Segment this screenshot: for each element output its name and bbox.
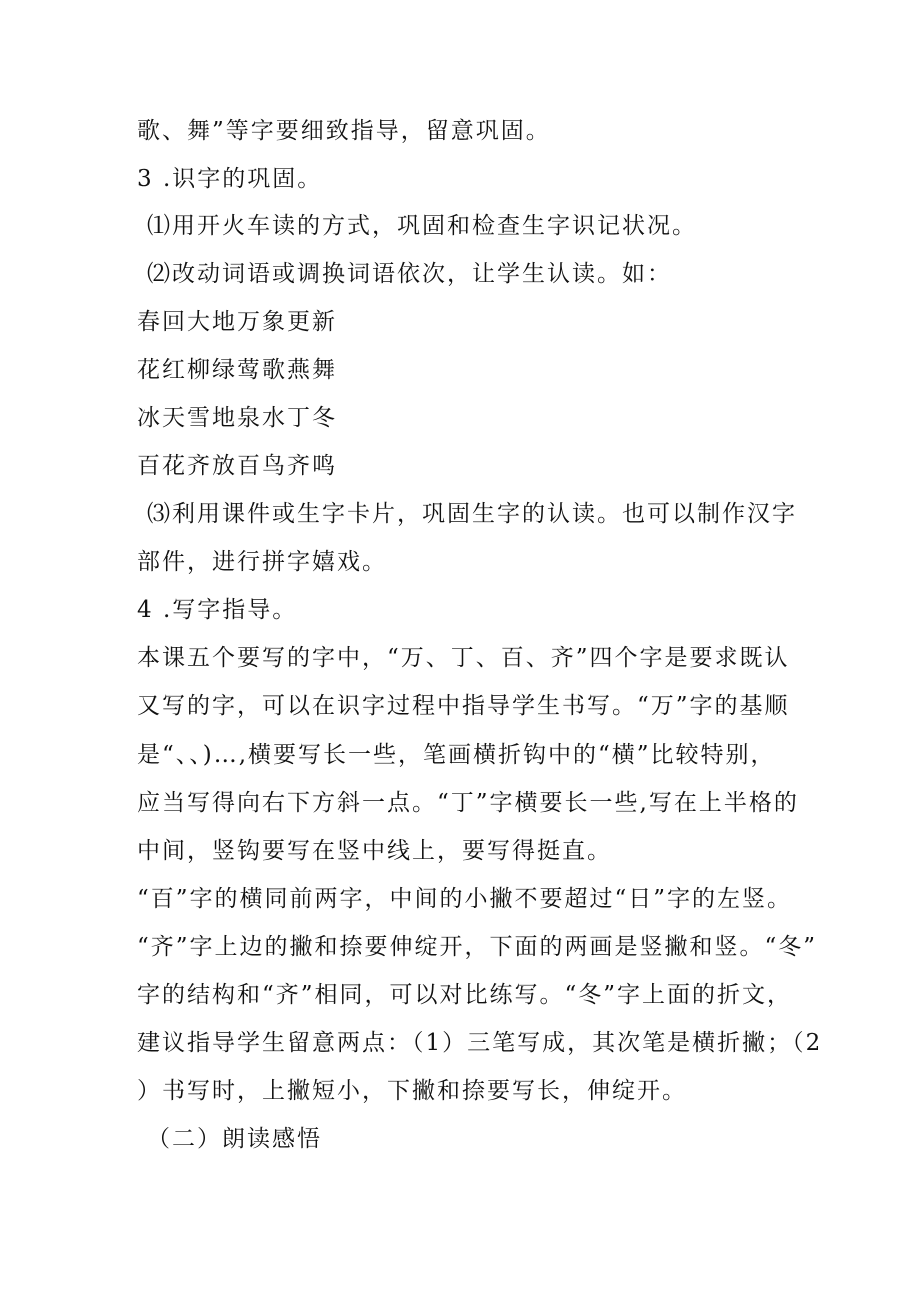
paragraph-line-1: 本课五个要写的字中，“万、丁、百、齐”四个字是要求既认 xyxy=(137,645,790,671)
list-item-2: ⑵改动词语或调换词语依次，让学生认读。如： xyxy=(147,261,672,287)
section-heading-4: 4 .写字指导。 xyxy=(137,597,298,623)
paragraph-line-3: 是“、、)…,横要写长一些，笔画横折钩中的“横”比较特别， xyxy=(137,742,776,768)
phrase-line-1: 春回大地万象更新 xyxy=(137,309,337,335)
paragraph-line-6: “百”字的横同前两字，中间的小撇不要超过“日”字的左竖。 xyxy=(137,886,793,912)
text-line-1: 歌、舞”等字要细致指导，留意巩固。 xyxy=(137,118,551,144)
paragraph-line-4: 应当写得向右下方斜一点。“丁”字横要长一些,写在上半格的 xyxy=(137,790,799,816)
paragraph-line-7: “齐”字上边的撇和捺要伸绽开，下面的两画是竖撇和竖。“冬” xyxy=(137,934,818,960)
section-heading-reading: （二）朗读感悟 xyxy=(147,1126,322,1152)
paragraph-line-8: 字的结构和“齐”相同，可以对比练写。“冬”字上面的折文， xyxy=(137,982,793,1008)
list-item-3-continued: 部件，进行拼字嬉戏。 xyxy=(137,549,387,575)
section-heading-3: 3 .识字的巩固。 xyxy=(137,166,323,192)
list-item-3: ⑶利用课件或生字卡片，巩固生字的认读。也可以制作汉字 xyxy=(147,501,797,527)
paragraph-line-9: 建议指导学生留意两点：（1）三笔写成，其次笔是横折撇；（2 xyxy=(137,1030,823,1056)
phrase-line-4: 百花齐放百鸟齐鸣 xyxy=(137,453,337,479)
phrase-line-3: 冰天雪地泉水丁冬 xyxy=(137,405,337,431)
list-item-1: ⑴用开火车读的方式，巩固和检查生字识记状况。 xyxy=(147,213,697,239)
paragraph-line-5: 中间，竖钩要写在竖中线上，要写得挺直。 xyxy=(137,838,612,864)
paragraph-line-2: 又写的字，可以在识字过程中指导学生书写。“万”字的基顺 xyxy=(137,693,790,719)
phrase-line-2: 花红柳绿莺歌燕舞 xyxy=(137,357,337,383)
paragraph-line-10: ）书写时，上撇短小，下撇和捺要写长，伸绽开。 xyxy=(137,1078,687,1104)
